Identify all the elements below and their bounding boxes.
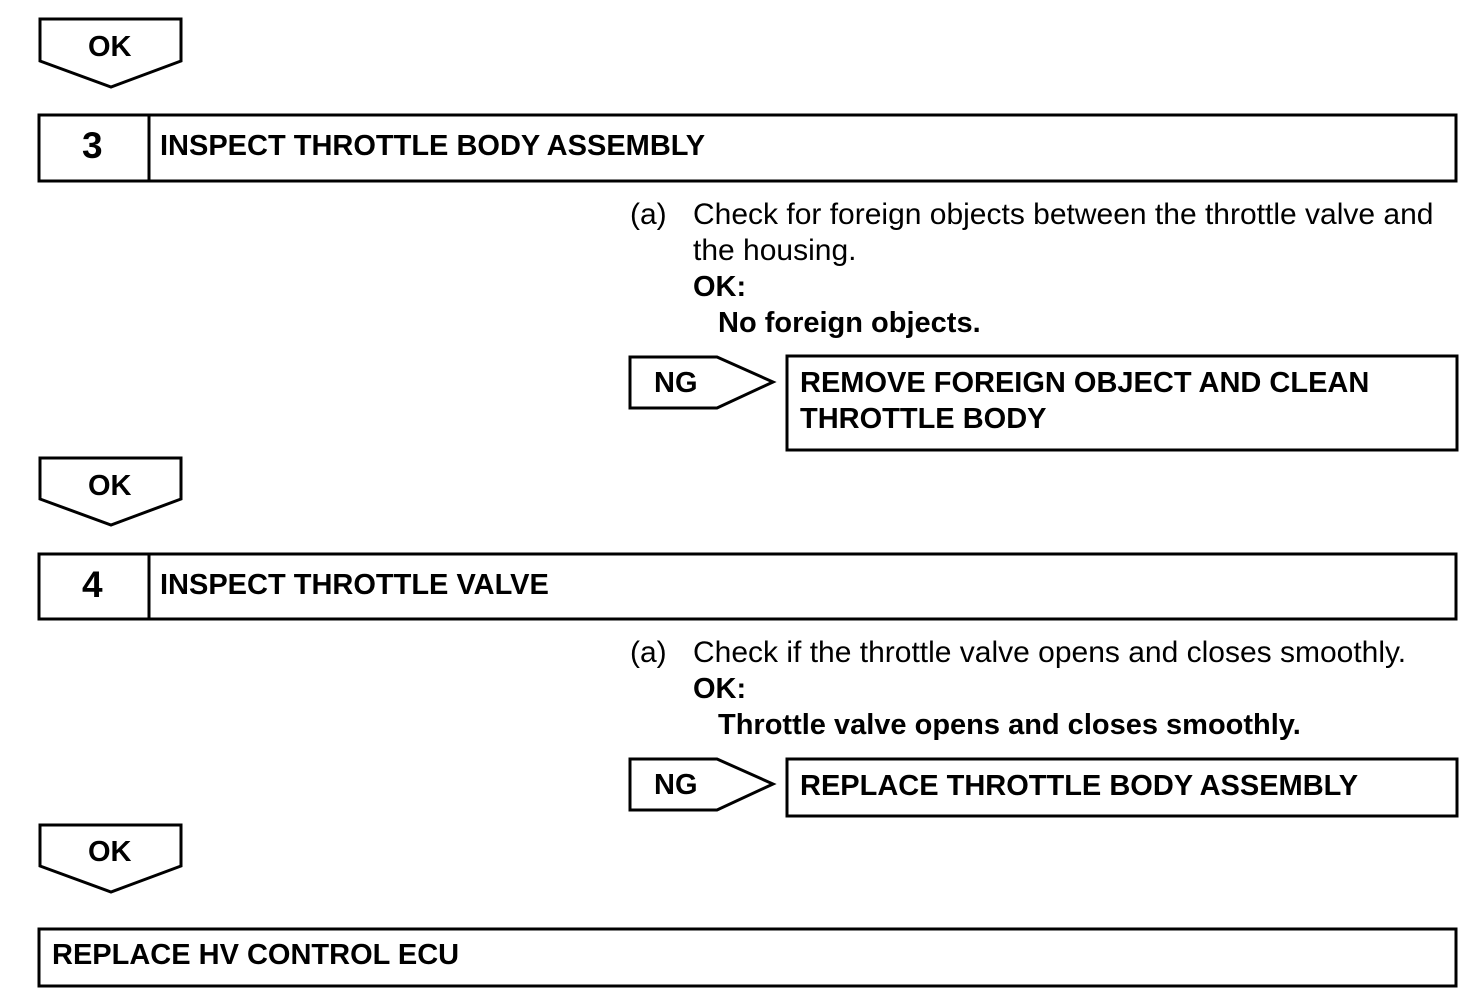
ok-label: OK — [88, 836, 132, 868]
step-4-ok-condition: Throttle valve opens and closes smoothly. — [718, 709, 1301, 741]
ng-label: NG — [654, 769, 698, 801]
ng-label: NG — [654, 367, 698, 399]
step-3-ng-action-line: REMOVE FOREIGN OBJECT AND CLEAN — [800, 367, 1370, 399]
step-3-title: INSPECT THROTTLE BODY ASSEMBLY — [160, 130, 706, 162]
step-3-ng-action-line: THROTTLE BODY — [800, 403, 1047, 435]
step-3-ok-heading: OK: — [693, 271, 747, 303]
ng-arrow-shape — [630, 357, 773, 408]
step-4-item-marker: (a) — [630, 636, 667, 669]
step-3-instruction-line: the housing. — [693, 234, 857, 267]
ok-label: OK — [88, 470, 132, 502]
step-3-item-marker: (a) — [630, 198, 667, 231]
step-4-number: 4 — [82, 564, 103, 605]
step-3-number: 3 — [82, 125, 103, 166]
ng-arrow-shape — [630, 759, 773, 810]
final-action-text: REPLACE HV CONTROL ECU — [52, 939, 460, 971]
step-4-instruction-line: Check if the throttle valve opens and closes smoothly. — [693, 636, 1407, 669]
step-3-ok-condition: No foreign objects. — [718, 307, 981, 339]
ok-label: OK — [88, 31, 132, 63]
step-4-ok-heading: OK: — [693, 673, 747, 705]
step-4-ng-action-line: REPLACE THROTTLE BODY ASSEMBLY — [800, 770, 1359, 802]
step-4-title: INSPECT THROTTLE VALVE — [160, 569, 549, 601]
step-3-instruction-line: Check for foreign objects between the throttle valve and — [693, 198, 1434, 231]
